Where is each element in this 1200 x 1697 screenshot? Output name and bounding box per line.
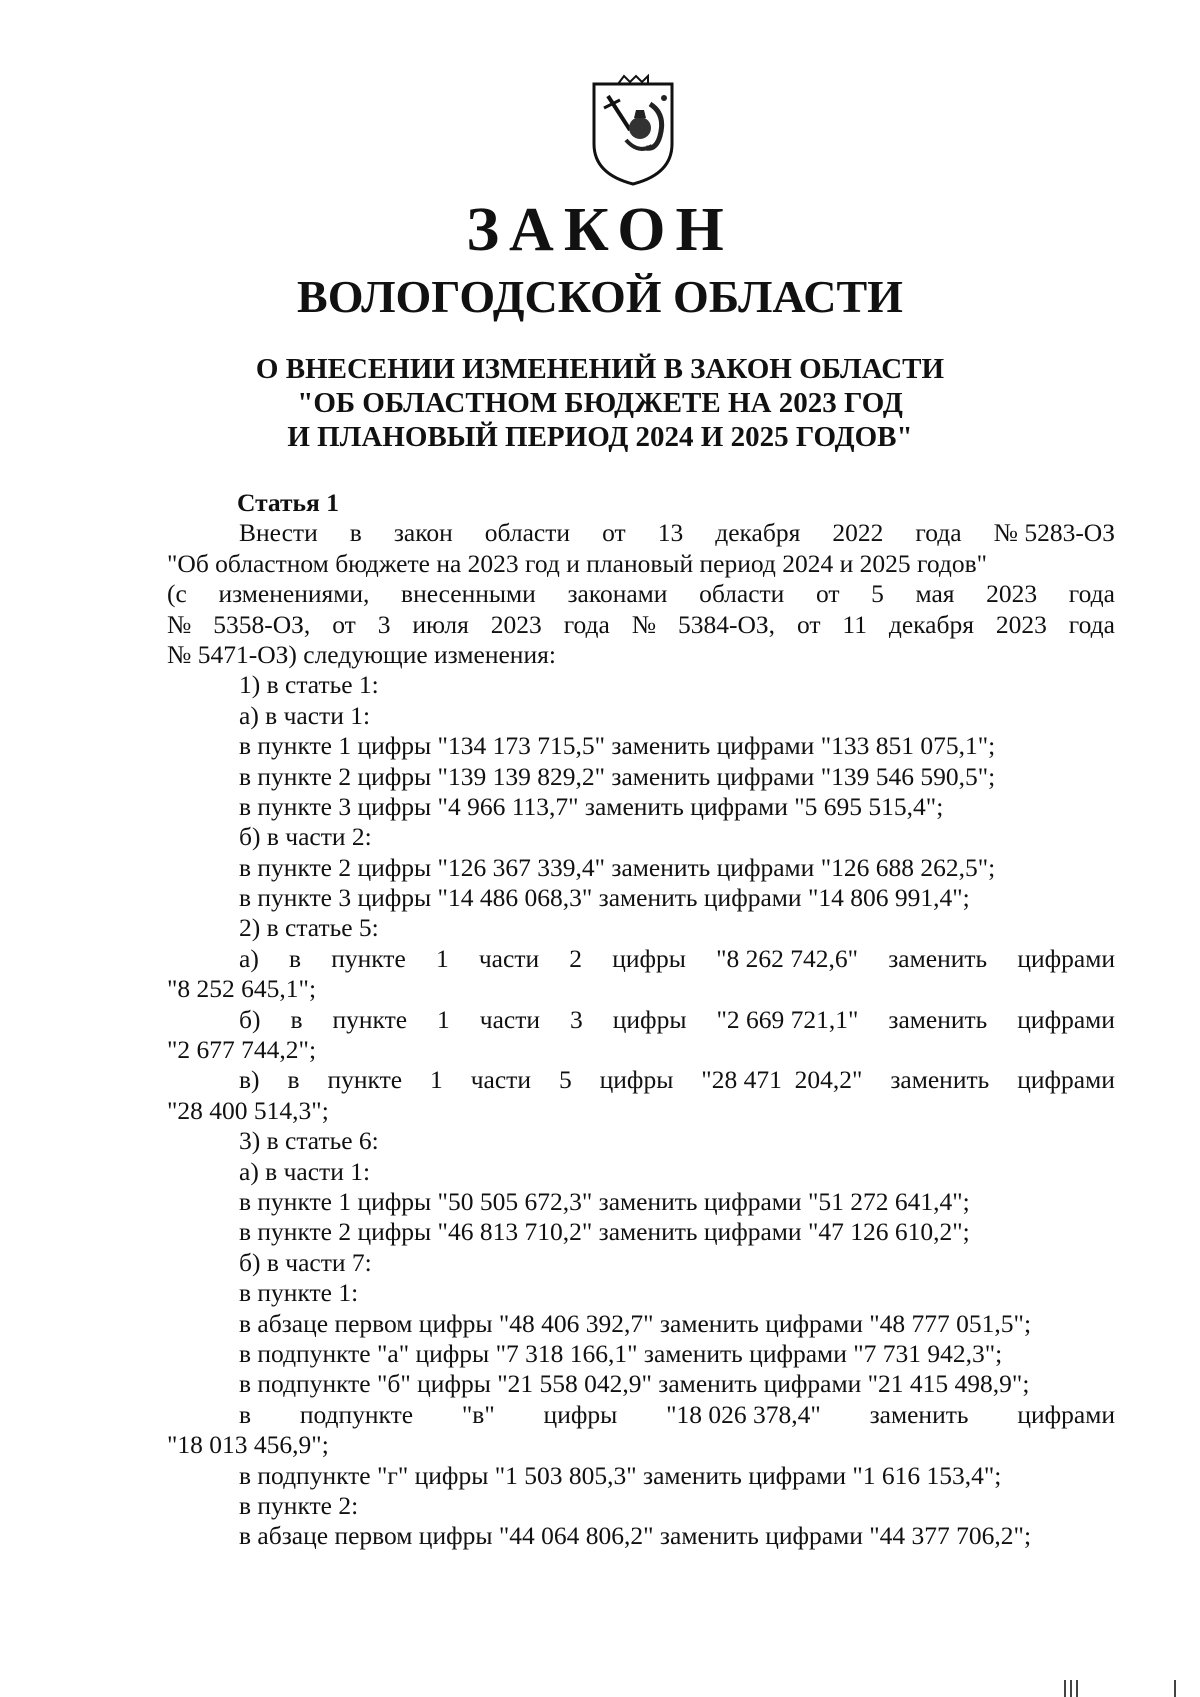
word: цифрами (1017, 1065, 1115, 1095)
law-heading (0, 352, 1200, 454)
scan-marks (1064, 1680, 1184, 1697)
word: года (915, 518, 962, 548)
word: в (288, 943, 302, 973)
coat-of-arms-emblem (590, 74, 676, 186)
item-2b (167, 1005, 1115, 1035)
word: цифрами (1017, 943, 1115, 973)
item-1a-3: в пункте 3 цифры "4 966 113,7" заменить цифрами "5 695 515,4"; (239, 791, 944, 821)
heading-line: И ПЛАНОВЫЙ ПЕРИОД 2024 И 2025 ГОДОВ" (287, 421, 913, 453)
word: 2023 (995, 609, 1047, 639)
word: 1 (430, 1065, 443, 1095)
item-2c (167, 1065, 1115, 1095)
word: 2023 (986, 579, 1038, 609)
word: пункте (327, 1065, 403, 1095)
word: области (699, 579, 785, 609)
intro-line-1 (167, 518, 1115, 548)
word: "в" (461, 1399, 495, 1429)
word: № (631, 609, 657, 639)
word: 1 (435, 943, 449, 973)
word: а) (239, 943, 259, 973)
word: "28 471 204,2" (701, 1065, 863, 1095)
heading-line: О ВНЕСЕНИИ ИЗМЕНЕНИЙ В ЗАКОН ОБЛАСТИ (255, 353, 945, 385)
item-3b-p2-abzac: в абзаце первом цифры "44 064 806,2" заменить цифрами "44 377 706,2"; (239, 1521, 1032, 1551)
scan-mark (1174, 1680, 1176, 1697)
word: 2022 (832, 518, 884, 548)
intro-line-5: № 5471-ОЗ) следующие изменения: (167, 639, 556, 669)
item-3a-1: в пункте 1 цифры "50 505 672,3" заменить цифрами "51 272 641,4"; (239, 1186, 970, 1216)
word: б) (239, 1004, 261, 1034)
document-subtitle: ВОЛОГОДСКОЙ ОБЛАСТИ (297, 271, 903, 322)
word: от (602, 518, 626, 548)
item-3a-2: в пункте 2 цифры "46 813 710,2" заменить цифрами "47 126 610,2"; (239, 1217, 970, 1247)
word: заменить (888, 943, 988, 973)
word: изменениями, (218, 579, 370, 609)
word: мая (915, 579, 955, 609)
word: 11 (842, 609, 867, 639)
item-3: 3) в статье 6: (239, 1126, 379, 1156)
word: в (290, 1004, 303, 1034)
word: июля (412, 609, 469, 639)
word: пункте (332, 1004, 408, 1034)
item-3b-p1-v-end: "18 013 456,9"; (167, 1430, 329, 1460)
word: пункте (331, 943, 406, 973)
word: в (349, 518, 362, 548)
word: № 5283-ОЗ (993, 518, 1115, 548)
word: года (1068, 609, 1115, 639)
word: декабря (715, 518, 801, 548)
word: части (470, 1065, 531, 1095)
word: области (484, 518, 571, 548)
word: цифры (612, 1004, 687, 1034)
heading-line: "ОБ ОБЛАСТНОМ БЮДЖЕТЕ НА 2023 ГОД (297, 387, 903, 419)
item-3b-p2: в пункте 2: (239, 1490, 359, 1520)
word: "18 026 378,4" (666, 1399, 821, 1429)
word: (с (167, 579, 187, 609)
item-2a-end: "8 252 645,1"; (167, 974, 317, 1004)
item-2b-end: "2 677 744,2"; (167, 1035, 317, 1065)
item-1a: а) в части 1: (239, 700, 371, 730)
word: Внести (239, 518, 318, 548)
word: цифры (543, 1399, 618, 1429)
item-2c-end: "28 400 514,3"; (167, 1095, 329, 1125)
word: в) (239, 1065, 260, 1095)
word: цифры (612, 943, 686, 973)
scan-mark (1064, 1680, 1066, 1697)
intro-line-4 (167, 610, 1115, 640)
word: от (332, 609, 356, 639)
word: 13 (657, 518, 684, 548)
word: подпункте (299, 1399, 414, 1429)
word: 5358-ОЗ, (213, 609, 311, 639)
scan-mark (1070, 1680, 1072, 1697)
article-title: Статья 1 (237, 488, 339, 517)
word: "8 262 742,6" (716, 943, 859, 973)
item-3b-p1-g: в подпункте "г" цифры "1 503 805,3" заменить цифрами "1 616 153,4"; (239, 1460, 1002, 1490)
item-1a-1: в пункте 1 цифры "134 173 715,5" заменить цифрами "133 851 075,1"; (239, 731, 996, 761)
word: от (815, 579, 840, 609)
item-2a (167, 944, 1115, 974)
word: законами (567, 579, 668, 609)
item-3b-p1-b: в подпункте "б" цифры "21 558 042,9" заменить цифрами "21 415 498,9"; (239, 1369, 1030, 1399)
word: 1 (437, 1004, 450, 1034)
word: 3 (570, 1004, 583, 1034)
item-3b-p1-abzac: в абзаце первом цифры "48 406 392,7" заменить цифрами "48 777 051,5"; (239, 1308, 1032, 1338)
word: внесенными (401, 579, 536, 609)
word: части (478, 943, 540, 973)
word: заменить (869, 1399, 969, 1429)
word: 2 (569, 943, 583, 973)
intro-line-3 (167, 579, 1115, 609)
word: закон (393, 518, 453, 548)
word: заменить (890, 1065, 990, 1095)
word: года (1068, 579, 1115, 609)
word: в (239, 1399, 252, 1429)
item-2: 2) в статье 5: (239, 913, 379, 943)
law-body (167, 488, 1115, 1552)
word: 5 (871, 579, 884, 609)
word: года (563, 609, 610, 639)
word: 5384-ОЗ, (677, 609, 776, 639)
item-3b-p1-a: в подпункте "а" цифры "7 318 166,1" заменить цифрами "7 731 942,3"; (239, 1338, 1003, 1368)
scan-mark (1076, 1680, 1078, 1697)
word: 3 (377, 609, 391, 639)
word: заменить (888, 1004, 988, 1034)
item-1: 1) в статье 1: (239, 670, 379, 700)
item-3a: а) в части 1: (239, 1156, 371, 1186)
item-1b: б) в части 2: (239, 822, 372, 852)
word: 5 (558, 1065, 572, 1095)
word: 2023 (490, 609, 542, 639)
word: части (479, 1004, 541, 1034)
word: в (287, 1065, 300, 1095)
word: цифрами (1017, 1004, 1115, 1034)
word: от (796, 609, 821, 639)
word: "2 669 721,1" (716, 1004, 859, 1034)
word: № (167, 609, 192, 639)
item-1a-2: в пункте 2 цифры "139 139 829,2" заменить цифрами "139 546 590,5"; (239, 761, 996, 791)
item-1b-2: в пункте 2 цифры "126 367 339,4" заменить цифрами "126 688 262,5"; (239, 852, 996, 882)
word: цифрами (1017, 1399, 1115, 1429)
intro-line-2: "Об областном бюджете на 2023 год и плановый период 2024 и 2025 годов" (167, 548, 988, 578)
item-3b: б) в части 7: (239, 1247, 372, 1277)
item-3b-p1-v (167, 1400, 1115, 1430)
item-3b-p1: в пункте 1: (239, 1278, 359, 1308)
item-1b-3: в пункте 3 цифры "14 486 068,3" заменить цифрами "14 806 991,4"; (239, 883, 970, 913)
document-title: ЗАКОН (466, 196, 734, 264)
word: декабря (888, 609, 974, 639)
word: цифры (599, 1065, 674, 1095)
